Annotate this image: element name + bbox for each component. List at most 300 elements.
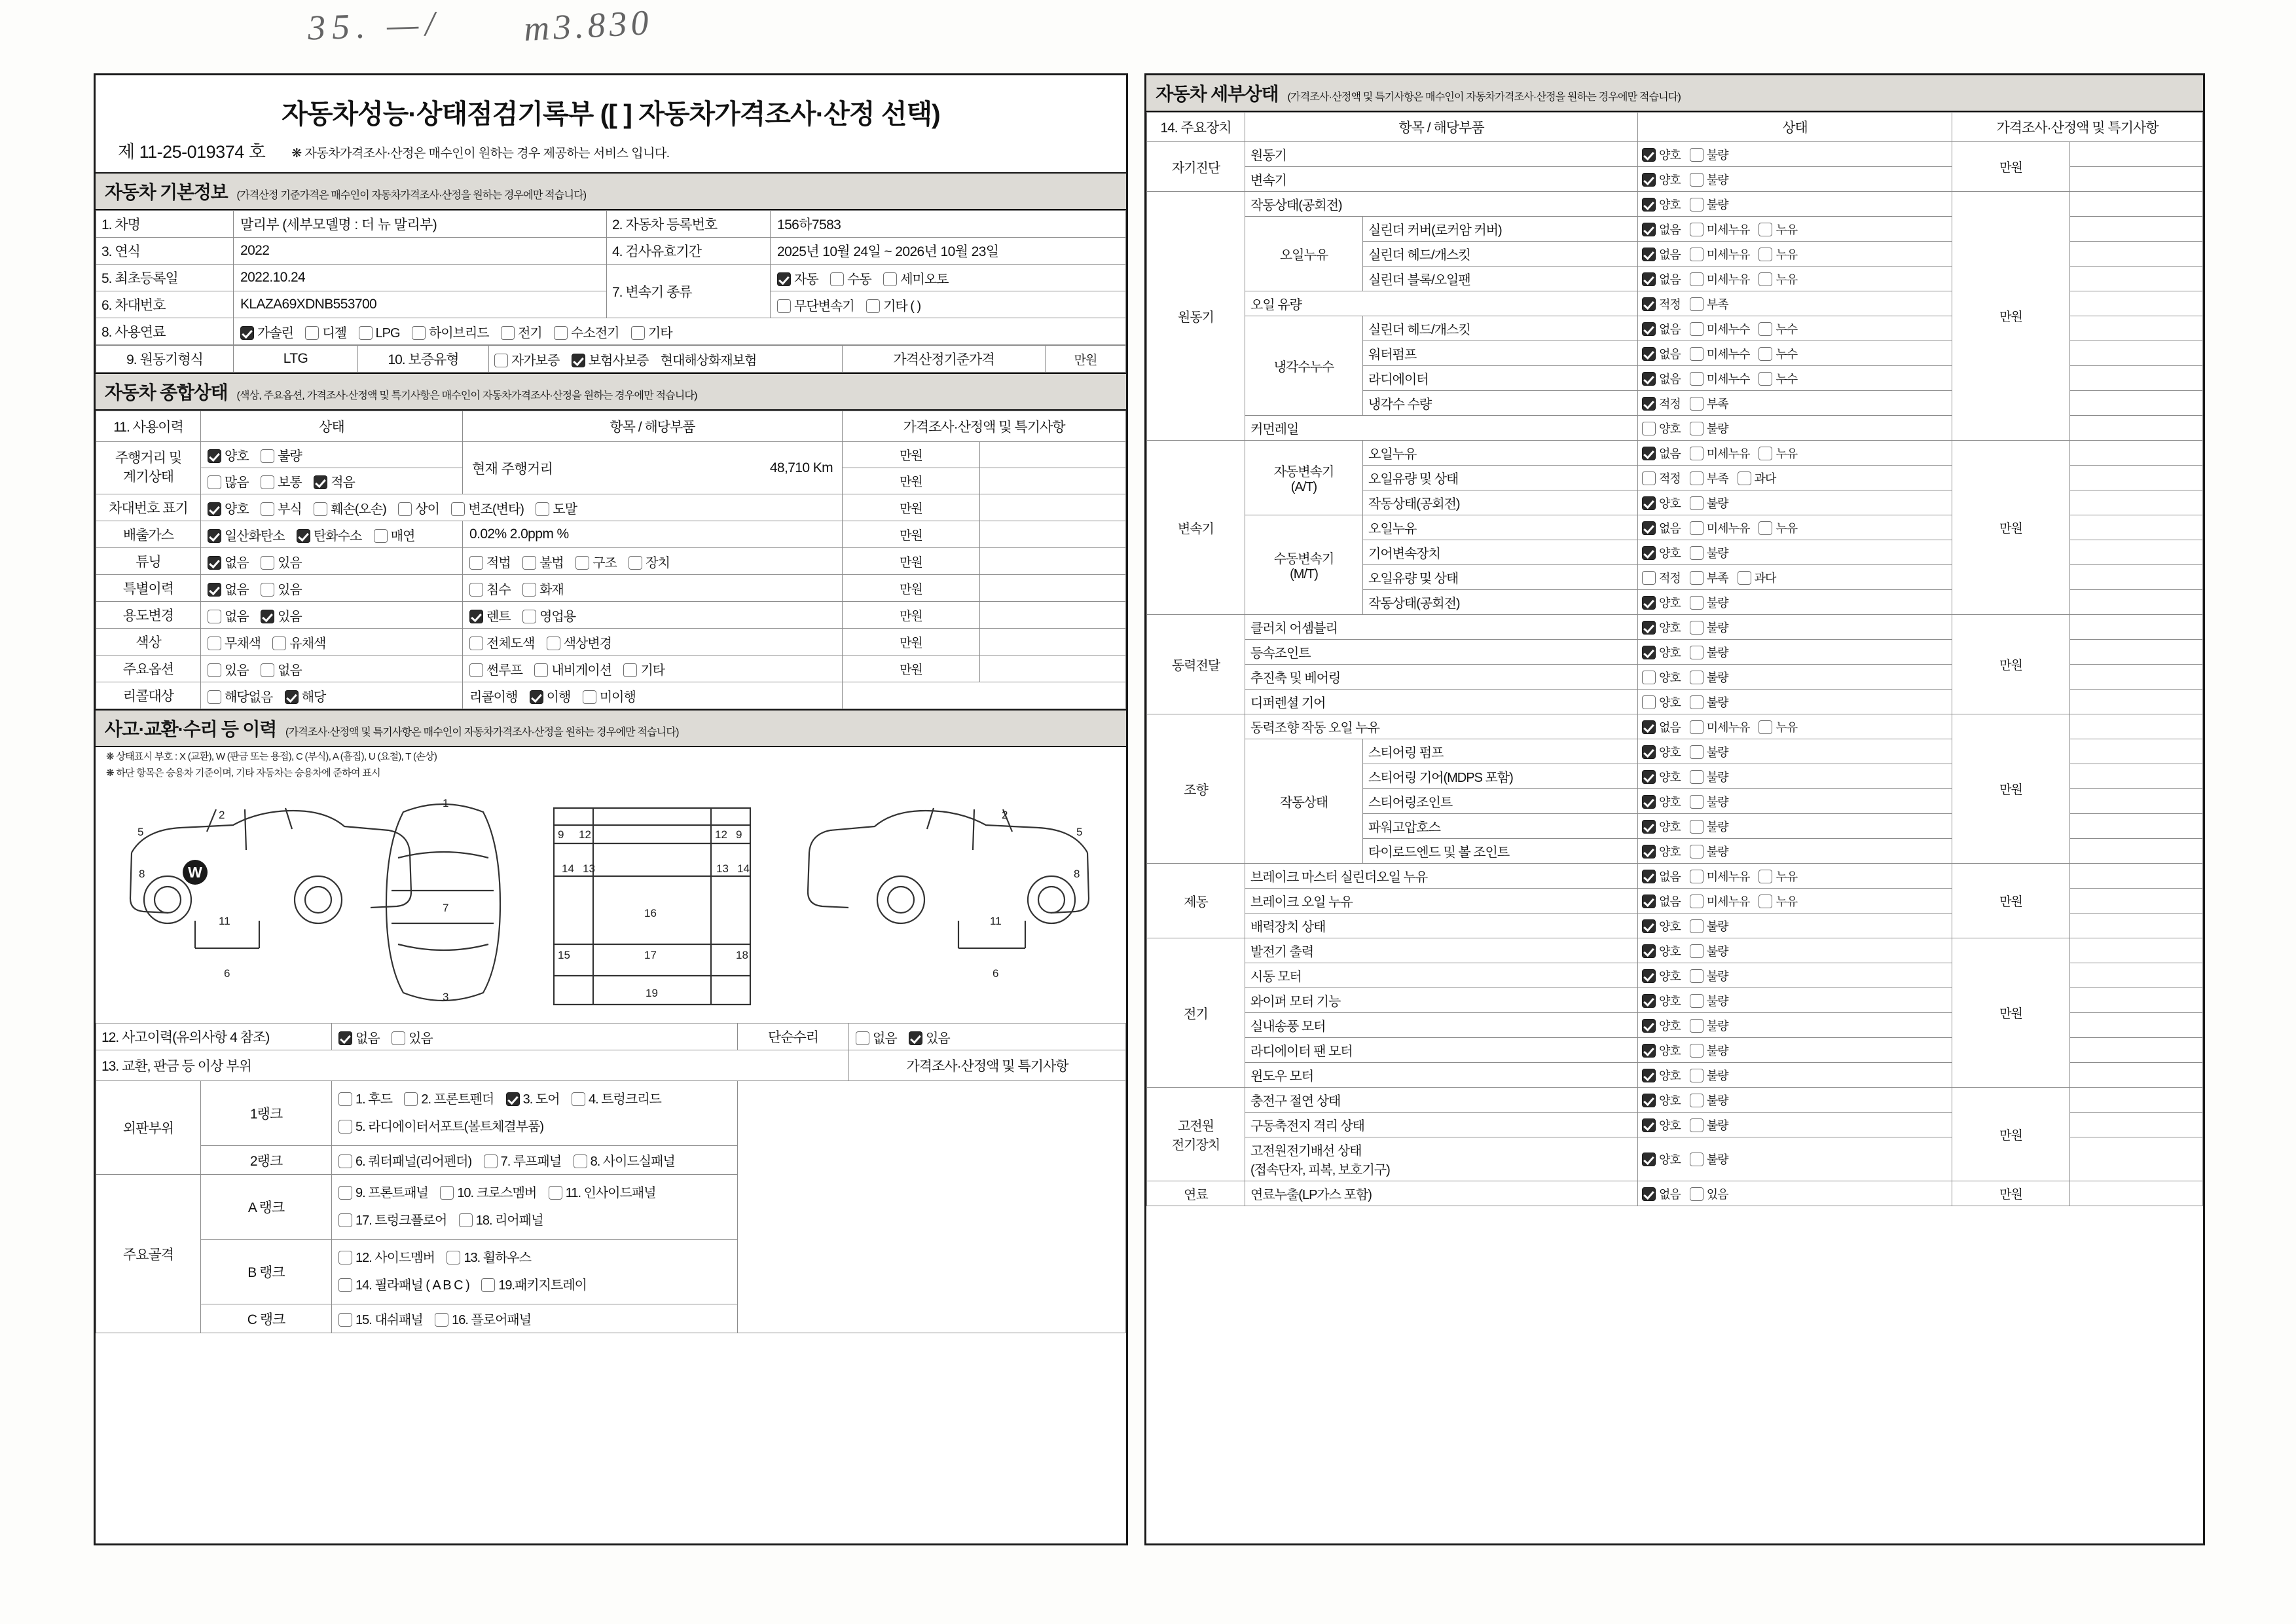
- remarks-cell[interactable]: [980, 629, 1126, 655]
- recall-fulfillment-option[interactable]: [530, 686, 571, 705]
- state-option[interactable]: [1690, 768, 1728, 785]
- checkbox-icon[interactable]: [575, 556, 589, 570]
- checkbox-icon[interactable]: [1690, 969, 1704, 983]
- checkbox-icon[interactable]: [1690, 695, 1704, 709]
- checkbox-icon[interactable]: [338, 1092, 352, 1106]
- checkbox-icon[interactable]: [1738, 571, 1751, 585]
- state-option[interactable]: [1642, 395, 1681, 412]
- remarks-cell[interactable]: [980, 575, 1126, 602]
- checkbox-icon[interactable]: [1690, 820, 1704, 834]
- state-option[interactable]: [1642, 295, 1681, 312]
- remarks-cell[interactable]: [2070, 441, 2203, 466]
- state-option[interactable]: [1642, 992, 1681, 1009]
- panel-item[interactable]: [338, 1179, 428, 1207]
- remarks-cell[interactable]: [2070, 615, 2203, 640]
- state-option[interactable]: [1690, 967, 1728, 984]
- panel-item[interactable]: [572, 1086, 661, 1113]
- checkbox-icon[interactable]: [530, 690, 543, 704]
- state-option[interactable]: [1690, 420, 1728, 437]
- panel-item[interactable]: [549, 1179, 656, 1207]
- remarks-cell[interactable]: [980, 521, 1126, 548]
- state-option[interactable]: [1690, 171, 1728, 188]
- state-option[interactable]: [1758, 320, 1797, 337]
- checkbox-icon[interactable]: [1690, 471, 1704, 485]
- state-option[interactable]: [1690, 718, 1750, 735]
- checkbox-icon[interactable]: [1690, 223, 1704, 236]
- panel-item[interactable]: [338, 1244, 435, 1272]
- checkbox-icon[interactable]: [1758, 870, 1772, 883]
- checkbox-icon[interactable]: [1642, 1094, 1656, 1107]
- state-option[interactable]: [1642, 146, 1681, 163]
- checkbox-icon[interactable]: [1642, 944, 1656, 958]
- transmission-option[interactable]: [883, 268, 948, 287]
- checkbox-icon[interactable]: [469, 583, 483, 597]
- remarks-cell[interactable]: [980, 602, 1126, 629]
- state-option[interactable]: [1642, 270, 1681, 287]
- checkbox-icon[interactable]: [374, 529, 388, 543]
- checkbox-icon[interactable]: [1642, 621, 1656, 635]
- remarks-cell[interactable]: [2070, 640, 2203, 665]
- checkbox-icon[interactable]: [572, 354, 585, 367]
- mileage-option[interactable]: [208, 445, 249, 464]
- checkbox-icon[interactable]: [1690, 770, 1704, 784]
- checkbox-icon[interactable]: [1642, 471, 1656, 485]
- state-option[interactable]: [1642, 196, 1681, 213]
- vin-option[interactable]: [208, 498, 249, 517]
- state-option[interactable]: [1690, 221, 1750, 238]
- state-option[interactable]: [1690, 942, 1728, 959]
- checkbox-icon[interactable]: [1690, 994, 1704, 1008]
- remarks-cell[interactable]: [2070, 1088, 2203, 1113]
- accident-option[interactable]: [338, 1027, 380, 1046]
- remarks-cell[interactable]: [2070, 590, 2203, 615]
- remarks-cell[interactable]: [2070, 665, 2203, 690]
- usage-item[interactable]: [522, 606, 575, 625]
- state-option[interactable]: [1642, 246, 1681, 263]
- state-option[interactable]: [1690, 470, 1728, 487]
- checkbox-icon[interactable]: [1642, 148, 1656, 162]
- checkbox-icon[interactable]: [469, 663, 483, 677]
- checkbox-icon[interactable]: [1642, 919, 1656, 933]
- checkbox-icon[interactable]: [1690, 646, 1704, 659]
- fuel-option[interactable]: [631, 322, 672, 341]
- panel-item[interactable]: [481, 1272, 587, 1299]
- state-option[interactable]: [1642, 718, 1681, 735]
- state-option[interactable]: [1690, 196, 1728, 213]
- checkbox-icon[interactable]: [1758, 272, 1772, 286]
- checkbox-icon[interactable]: [392, 1031, 405, 1045]
- checkbox-icon[interactable]: [285, 690, 299, 704]
- panel-item[interactable]: [506, 1086, 560, 1113]
- state-option[interactable]: [1690, 1092, 1728, 1109]
- checkbox-icon[interactable]: [359, 326, 373, 340]
- checkbox-icon[interactable]: [1758, 447, 1772, 460]
- remarks-cell[interactable]: [980, 442, 1126, 468]
- checkbox-icon[interactable]: [1758, 248, 1772, 261]
- checkbox-icon[interactable]: [1690, 671, 1704, 684]
- checkbox-icon[interactable]: [1642, 546, 1656, 560]
- state-option[interactable]: [1690, 893, 1750, 910]
- remarks-cell[interactable]: [2070, 142, 2203, 167]
- checkbox-icon[interactable]: [1642, 770, 1656, 784]
- checkbox-icon[interactable]: [1642, 521, 1656, 535]
- remarks-cell[interactable]: [2070, 366, 2203, 391]
- checkbox-icon[interactable]: [314, 475, 327, 489]
- state-option[interactable]: [1642, 594, 1681, 611]
- checkbox-icon[interactable]: [1642, 272, 1656, 286]
- transmission-option[interactable]: [777, 268, 818, 287]
- state-option[interactable]: [1690, 693, 1728, 710]
- checkbox-icon[interactable]: [261, 502, 274, 516]
- panel-item[interactable]: [404, 1086, 494, 1113]
- panel-item[interactable]: [338, 1272, 469, 1299]
- state-option[interactable]: [1690, 1067, 1728, 1084]
- checkbox-icon[interactable]: [1690, 1019, 1704, 1033]
- state-option[interactable]: [1642, 843, 1681, 860]
- state-option[interactable]: [1642, 171, 1681, 188]
- state-option[interactable]: [1758, 893, 1797, 910]
- state-option[interactable]: [1690, 1042, 1728, 1059]
- state-option[interactable]: [1642, 370, 1681, 387]
- remarks-cell[interactable]: [2070, 242, 2203, 267]
- state-option[interactable]: [1642, 1116, 1681, 1134]
- remarks-cell[interactable]: [2070, 267, 2203, 291]
- warranty-option[interactable]: [572, 350, 649, 369]
- checkbox-icon[interactable]: [629, 556, 642, 570]
- state-option[interactable]: [1690, 544, 1728, 561]
- remarks-cell[interactable]: [2070, 466, 2203, 490]
- state-option[interactable]: [1690, 270, 1750, 287]
- state-option[interactable]: [1642, 917, 1681, 934]
- state-option[interactable]: [1690, 345, 1750, 362]
- checkbox-icon[interactable]: [777, 299, 791, 313]
- checkbox-icon[interactable]: [1690, 745, 1704, 759]
- checkbox-icon[interactable]: [572, 1092, 585, 1106]
- state-option[interactable]: [1642, 470, 1681, 487]
- checkbox-icon[interactable]: [1642, 223, 1656, 236]
- main-option[interactable]: [261, 659, 302, 678]
- checkbox-icon[interactable]: [522, 610, 536, 623]
- tuning-option[interactable]: [208, 552, 249, 571]
- state-option[interactable]: [1642, 519, 1681, 536]
- accident-option[interactable]: [392, 1027, 433, 1046]
- checkbox-icon[interactable]: [1642, 173, 1656, 187]
- remarks-cell[interactable]: [980, 655, 1126, 682]
- checkbox-icon[interactable]: [1642, 745, 1656, 759]
- remarks-cell[interactable]: [2070, 565, 2203, 590]
- state-option[interactable]: [1642, 1042, 1681, 1059]
- remarks-cell[interactable]: [980, 494, 1126, 521]
- checkbox-icon[interactable]: [1642, 571, 1656, 585]
- checkbox-icon[interactable]: [1690, 198, 1704, 212]
- remarks-cell[interactable]: [2070, 690, 2203, 714]
- emission-option[interactable]: [297, 525, 361, 544]
- checkbox-icon[interactable]: [554, 326, 568, 340]
- checkbox-icon[interactable]: [583, 690, 596, 704]
- checkbox-icon[interactable]: [208, 556, 221, 570]
- state-option[interactable]: [1758, 370, 1797, 387]
- checkbox-icon[interactable]: [208, 475, 221, 489]
- tuning-item[interactable]: [629, 552, 670, 571]
- remarks-cell[interactable]: [2070, 490, 2203, 515]
- checkbox-icon[interactable]: [1642, 447, 1656, 460]
- checkbox-icon[interactable]: [1758, 521, 1772, 535]
- state-option[interactable]: [1642, 942, 1681, 959]
- checkbox-icon[interactable]: [1642, 198, 1656, 212]
- state-option[interactable]: [1690, 494, 1728, 511]
- checkbox-icon[interactable]: [1642, 695, 1656, 709]
- fuel-option[interactable]: [554, 322, 619, 341]
- usage-option[interactable]: [208, 606, 249, 625]
- checkbox-icon[interactable]: [1690, 1118, 1704, 1132]
- remarks-cell[interactable]: [2070, 889, 2203, 913]
- state-option[interactable]: [1690, 519, 1750, 536]
- state-option[interactable]: [1690, 868, 1750, 885]
- remarks-cell[interactable]: [2070, 391, 2203, 416]
- checkbox-icon[interactable]: [469, 637, 483, 650]
- checkbox-icon[interactable]: [1690, 521, 1704, 535]
- fuel-option[interactable]: [501, 322, 542, 341]
- checkbox-icon[interactable]: [1690, 944, 1704, 958]
- remarks-cell[interactable]: [2070, 938, 2203, 963]
- checkbox-icon[interactable]: [1690, 1069, 1704, 1082]
- checkbox-icon[interactable]: [338, 1251, 352, 1264]
- state-option[interactable]: [1690, 917, 1728, 934]
- checkbox-icon[interactable]: [338, 1278, 352, 1292]
- checkbox-icon[interactable]: [338, 1154, 352, 1168]
- state-option[interactable]: [1642, 345, 1681, 362]
- state-option[interactable]: [1690, 1116, 1728, 1134]
- checkbox-icon[interactable]: [208, 690, 221, 704]
- state-option[interactable]: [1738, 470, 1776, 487]
- checkbox-icon[interactable]: [1642, 845, 1656, 858]
- state-option[interactable]: [1642, 818, 1681, 835]
- checkbox-icon[interactable]: [338, 1031, 352, 1045]
- transmission-option[interactable]: [866, 295, 920, 314]
- checkbox-icon[interactable]: [1642, 1069, 1656, 1082]
- checkbox-icon[interactable]: [1690, 895, 1704, 908]
- checkbox-icon[interactable]: [208, 637, 221, 650]
- checkbox-icon[interactable]: [208, 610, 221, 623]
- color-item[interactable]: [469, 633, 534, 652]
- checkbox-icon[interactable]: [1690, 546, 1704, 560]
- checkbox-icon[interactable]: [1690, 372, 1704, 386]
- checkbox-icon[interactable]: [574, 1154, 587, 1168]
- panel-item[interactable]: [484, 1151, 562, 1170]
- state-option[interactable]: [1758, 345, 1797, 362]
- state-option[interactable]: [1690, 818, 1728, 835]
- checkbox-icon[interactable]: [1690, 795, 1704, 809]
- checkbox-icon[interactable]: [481, 1278, 495, 1292]
- state-option[interactable]: [1690, 669, 1728, 686]
- checkbox-icon[interactable]: [261, 583, 274, 597]
- checkbox-icon[interactable]: [469, 556, 483, 570]
- checkbox-icon[interactable]: [261, 610, 274, 623]
- simple-repair-option[interactable]: [909, 1027, 950, 1046]
- checkbox-icon[interactable]: [338, 1120, 352, 1134]
- vin-option[interactable]: [398, 498, 439, 517]
- vin-option[interactable]: [314, 498, 386, 517]
- state-option[interactable]: [1642, 893, 1681, 910]
- checkbox-icon[interactable]: [1690, 347, 1704, 361]
- checkbox-icon[interactable]: [909, 1031, 922, 1045]
- checkbox-icon[interactable]: [435, 1313, 448, 1327]
- panel-item[interactable]: [459, 1207, 543, 1234]
- remarks-cell[interactable]: [2070, 963, 2203, 988]
- checkbox-icon[interactable]: [1690, 173, 1704, 187]
- simple-repair-option[interactable]: [856, 1027, 897, 1046]
- remarks-cell[interactable]: [2070, 316, 2203, 341]
- checkbox-icon[interactable]: [534, 663, 548, 677]
- checkbox-icon[interactable]: [1690, 919, 1704, 933]
- remarks-cell[interactable]: [2070, 1063, 2203, 1088]
- checkbox-icon[interactable]: [1690, 447, 1704, 460]
- fuel-option[interactable]: [412, 322, 489, 341]
- color-option[interactable]: [272, 633, 325, 652]
- checkbox-icon[interactable]: [1738, 471, 1751, 485]
- checkbox-icon[interactable]: [1642, 1153, 1656, 1166]
- checkbox-icon[interactable]: [338, 1186, 352, 1200]
- remarks-cell[interactable]: [2070, 714, 2203, 739]
- remarks-cell[interactable]: [843, 682, 1126, 709]
- state-option[interactable]: [1690, 992, 1728, 1009]
- checkbox-icon[interactable]: [314, 502, 327, 516]
- panel-item[interactable]: [440, 1179, 536, 1207]
- state-option[interactable]: [1642, 693, 1681, 710]
- checkbox-icon[interactable]: [1642, 347, 1656, 361]
- checkbox-icon[interactable]: [522, 583, 536, 597]
- state-option[interactable]: [1642, 420, 1681, 437]
- panel-item[interactable]: [338, 1086, 392, 1113]
- checkbox-icon[interactable]: [1690, 1094, 1704, 1107]
- checkbox-icon[interactable]: [412, 326, 426, 340]
- fuel-option[interactable]: [240, 322, 293, 341]
- checkbox-icon[interactable]: [1642, 895, 1656, 908]
- mileage-option[interactable]: [261, 471, 302, 490]
- checkbox-icon[interactable]: [866, 299, 880, 313]
- checkbox-icon[interactable]: [1642, 397, 1656, 411]
- state-option[interactable]: [1642, 967, 1681, 984]
- state-option[interactable]: [1690, 793, 1728, 810]
- remarks-cell[interactable]: [2070, 789, 2203, 814]
- checkbox-icon[interactable]: [547, 637, 560, 650]
- remarks-cell[interactable]: [2070, 1013, 2203, 1038]
- checkbox-icon[interactable]: [1690, 1044, 1704, 1058]
- state-option[interactable]: [1690, 743, 1728, 760]
- checkbox-icon[interactable]: [208, 449, 221, 463]
- transmission-option[interactable]: [830, 268, 871, 287]
- state-option[interactable]: [1642, 619, 1681, 636]
- state-option[interactable]: [1758, 868, 1797, 885]
- remarks-cell[interactable]: [2070, 764, 2203, 789]
- checkbox-icon[interactable]: [1642, 372, 1656, 386]
- checkbox-icon[interactable]: [506, 1092, 520, 1106]
- checkbox-icon[interactable]: [883, 272, 897, 286]
- remarks-cell[interactable]: [2070, 988, 2203, 1013]
- checkbox-icon[interactable]: [338, 1213, 352, 1227]
- state-option[interactable]: [1690, 843, 1728, 860]
- state-option[interactable]: [1758, 221, 1797, 238]
- panel-item[interactable]: [338, 1151, 471, 1170]
- state-option[interactable]: [1642, 320, 1681, 337]
- checkbox-icon[interactable]: [484, 1154, 498, 1168]
- checkbox-icon[interactable]: [1690, 621, 1704, 635]
- checkbox-icon[interactable]: [1642, 322, 1656, 336]
- special-item[interactable]: [522, 579, 564, 598]
- vin-option[interactable]: [451, 498, 524, 517]
- color-option[interactable]: [208, 633, 261, 652]
- checkbox-icon[interactable]: [1642, 720, 1656, 734]
- checkbox-icon[interactable]: [1690, 297, 1704, 311]
- state-option[interactable]: [1758, 519, 1797, 536]
- remarks-cell[interactable]: [2070, 839, 2203, 864]
- remarks-cell[interactable]: [2070, 416, 2203, 441]
- checkbox-icon[interactable]: [1642, 671, 1656, 684]
- vin-option[interactable]: [261, 498, 302, 517]
- checkbox-icon[interactable]: [1642, 795, 1656, 809]
- checkbox-icon[interactable]: [631, 326, 645, 340]
- transmission-option[interactable]: [777, 295, 854, 314]
- remarks-cell[interactable]: [2070, 291, 2203, 316]
- usage-option[interactable]: [261, 606, 302, 625]
- state-option[interactable]: [1690, 445, 1750, 462]
- panel-item[interactable]: [338, 1113, 543, 1141]
- checkbox-icon[interactable]: [1690, 870, 1704, 883]
- special-option[interactable]: [261, 579, 302, 598]
- fuel-option[interactable]: [305, 322, 346, 341]
- state-option[interactable]: [1642, 743, 1681, 760]
- checkbox-icon[interactable]: [261, 475, 274, 489]
- state-option[interactable]: [1642, 221, 1681, 238]
- checkbox-icon[interactable]: [536, 502, 549, 516]
- state-option[interactable]: [1642, 644, 1681, 661]
- checkbox-icon[interactable]: [1642, 1118, 1656, 1132]
- checkbox-icon[interactable]: [404, 1092, 418, 1106]
- checkbox-icon[interactable]: [440, 1186, 454, 1200]
- checkbox-icon[interactable]: [1690, 397, 1704, 411]
- checkbox-icon[interactable]: [208, 529, 221, 543]
- checkbox-icon[interactable]: [1690, 596, 1704, 610]
- state-option[interactable]: [1738, 569, 1776, 586]
- recall-option[interactable]: [285, 686, 326, 705]
- mileage-option[interactable]: [261, 445, 302, 464]
- checkbox-icon[interactable]: [240, 326, 254, 340]
- checkbox-icon[interactable]: [494, 354, 508, 367]
- checkbox-icon[interactable]: [1690, 845, 1704, 858]
- fuel-option[interactable]: [359, 326, 400, 341]
- checkbox-icon[interactable]: [1690, 272, 1704, 286]
- checkbox-icon[interactable]: [261, 449, 274, 463]
- checkbox-icon[interactable]: [1642, 994, 1656, 1008]
- checkbox-icon[interactable]: [856, 1031, 869, 1045]
- checkbox-icon[interactable]: [1690, 422, 1704, 435]
- checkbox-icon[interactable]: [297, 529, 310, 543]
- checkbox-icon[interactable]: [1642, 870, 1656, 883]
- remarks-cell[interactable]: [2070, 1113, 2203, 1137]
- checkbox-icon[interactable]: [1758, 720, 1772, 734]
- state-option[interactable]: [1690, 395, 1728, 412]
- remarks-cell[interactable]: [980, 468, 1126, 494]
- checkbox-icon[interactable]: [1642, 297, 1656, 311]
- state-option[interactable]: [1690, 644, 1728, 661]
- remarks-cell[interactable]: [2070, 864, 2203, 889]
- remarks-cell[interactable]: [2070, 913, 2203, 938]
- special-item[interactable]: [469, 579, 511, 598]
- checkbox-icon[interactable]: [1690, 720, 1704, 734]
- checkbox-icon[interactable]: [1758, 372, 1772, 386]
- checkbox-icon[interactable]: [1642, 1019, 1656, 1033]
- state-option[interactable]: [1690, 320, 1750, 337]
